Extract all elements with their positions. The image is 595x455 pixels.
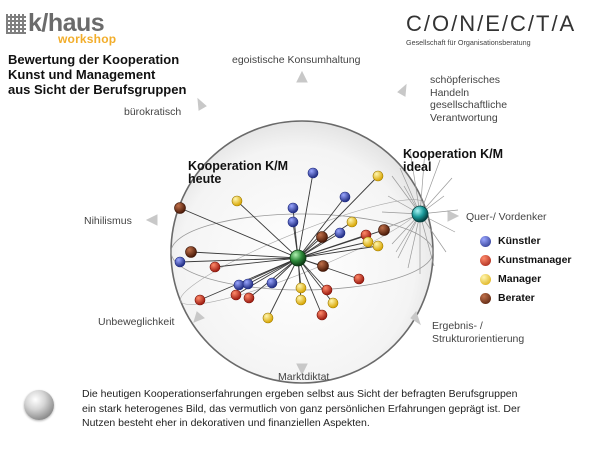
title-line-1: Bewertung der Kooperation <box>8 52 180 67</box>
point-kuenstler <box>243 279 253 289</box>
cluster-ideal-line2: ideal <box>403 160 432 174</box>
center-ideal-marker <box>412 206 428 222</box>
point-berater <box>317 232 328 243</box>
cluster-today-line1: Kooperation K/M <box>188 159 288 173</box>
point-kunstmanager <box>354 274 364 284</box>
point-manager <box>373 241 383 251</box>
point-manager <box>296 283 306 293</box>
axis-top-right-line3: gesellschaftliche <box>430 99 508 111</box>
footer-line-2: ein stark heterogenes Bild, das vermutlich von ganz persönlichen Erfahrungen geprägt ist. Der <box>82 402 521 415</box>
point-kunstmanager <box>195 295 205 305</box>
legend-label-kuenstler: Künstler <box>498 235 541 247</box>
footer-line-1: Die heutigen Kooperationserfahrungen ergeben selbst aus Sicht der befragten Berufsgruppen <box>82 388 518 400</box>
point-kuenstler <box>308 168 318 178</box>
axis-label-bottom: Marktdiktat <box>278 371 330 383</box>
point-kunstmanager <box>322 285 332 295</box>
cluster-today-label <box>188 160 288 186</box>
axis-top-right-line2: Handeln <box>430 86 470 99</box>
axis-label-top-left: bürokratisch <box>124 106 182 118</box>
legend-dot-berater <box>480 293 491 304</box>
point-kuenstler <box>234 280 244 290</box>
legend-dot-kuenstler <box>480 236 491 247</box>
point-kuenstler <box>267 278 277 288</box>
point-manager <box>363 237 373 247</box>
point-berater <box>379 225 390 236</box>
footer-line-3: Nutzen besteht eher in dekorativen und finanziellen Aspekten. <box>82 417 370 429</box>
point-berater <box>318 261 329 272</box>
point-kuenstler <box>335 228 345 238</box>
axis-label-bottom-left: Unbeweglichkeit <box>98 316 175 328</box>
sphere-bullet-icon <box>24 390 54 420</box>
point-manager <box>328 298 338 308</box>
point-kunstmanager <box>317 310 327 320</box>
legend-dot-manager <box>480 274 491 285</box>
cluster-ideal-line1: Kooperation K/M <box>403 147 503 161</box>
title-line-2: Kunst und Management <box>8 67 156 82</box>
axis-label-top-right <box>430 74 507 124</box>
axis-label-top: egoistische Konsumhaltung <box>232 54 361 66</box>
point-berater <box>175 203 186 214</box>
axis-top-right-line4: Verantwortung <box>430 111 498 124</box>
cluster-today-line2: heute <box>188 172 222 186</box>
axis-bottom-right-line1: Ergebnis- / <box>432 320 483 332</box>
logo-right-main: C/O/N/E/C/T/A <box>406 11 577 36</box>
point-kuenstler <box>288 203 298 213</box>
title-line-3: aus Sicht der Berufsgruppen <box>8 82 187 97</box>
point-berater <box>186 247 197 258</box>
axis-label-bottom-right <box>432 320 524 345</box>
cluster-ideal-label <box>403 148 503 174</box>
point-kuenstler <box>340 192 350 202</box>
axis-top-right-line1: schöpferisches <box>430 74 501 86</box>
point-kunstmanager <box>244 293 254 303</box>
logo-left-sub: workshop <box>58 32 117 46</box>
legend <box>478 234 588 314</box>
point-kuenstler <box>175 257 185 267</box>
point-manager <box>263 313 273 323</box>
point-kunstmanager <box>210 262 220 272</box>
legend-dot-kunstmanager <box>480 255 491 266</box>
legend-label-kunstmanager: Kunstmanager <box>498 254 572 266</box>
point-manager <box>296 295 306 305</box>
point-kunstmanager <box>231 290 241 300</box>
footer-text <box>82 387 587 431</box>
point-manager <box>373 171 383 181</box>
center-today-marker <box>290 250 306 266</box>
point-manager <box>232 196 242 206</box>
legend-label-berater: Berater <box>498 292 535 304</box>
logo-left-main: k/haus <box>28 9 105 37</box>
point-kuenstler <box>288 217 298 227</box>
axis-label-left: Nihilismus <box>84 215 132 227</box>
axis-bottom-right-line2: Strukturorientierung <box>432 332 525 345</box>
point-manager <box>347 217 357 227</box>
logo-right-sub: Gesellschaft für Organisationsberatung <box>406 38 531 47</box>
legend-label-manager: Manager <box>498 273 542 285</box>
axis-label-right: Quer-/ Vordenker <box>466 211 547 223</box>
